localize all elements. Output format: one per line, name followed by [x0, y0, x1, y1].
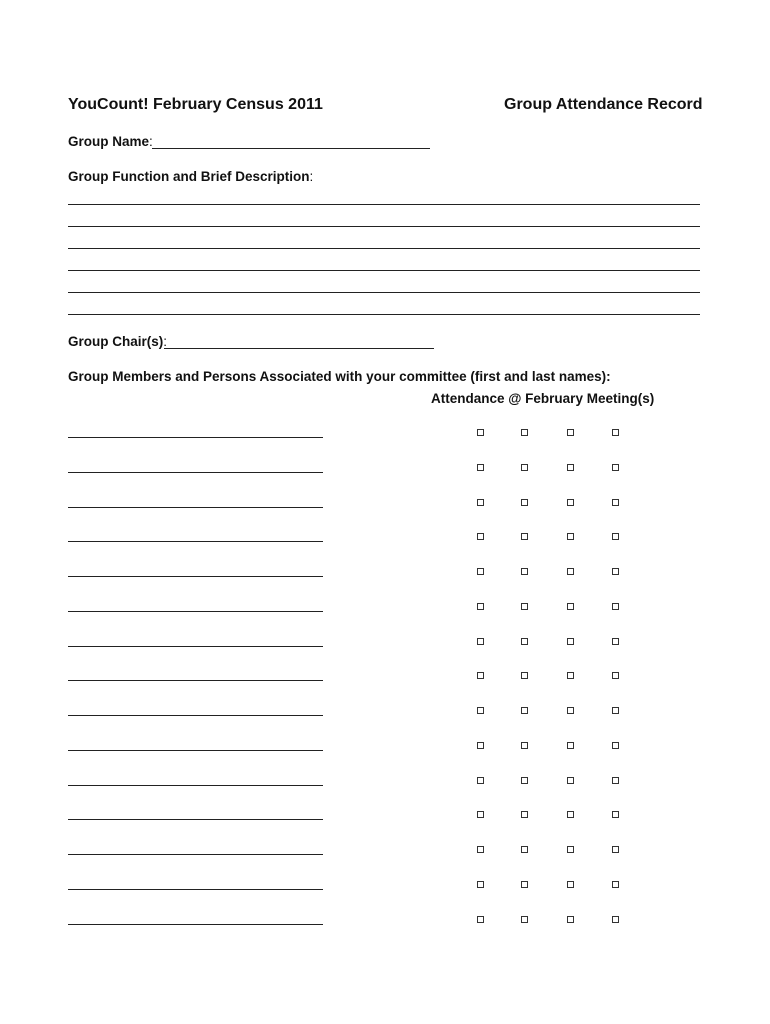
attendance-checkbox[interactable] [477, 811, 484, 818]
attendance-checkbox[interactable] [612, 638, 619, 645]
attendance-checkbox[interactable] [567, 707, 574, 714]
group-function-colon: : [309, 169, 314, 184]
attendance-checkbox[interactable] [612, 846, 619, 853]
group-name-label [68, 133, 153, 151]
members-label: Group Members and Persons Associated with your committee (first and last names): [68, 369, 611, 384]
attendance-checkbox[interactable] [567, 464, 574, 471]
attendance-checkbox[interactable] [612, 499, 619, 506]
attendance-checkbox[interactable] [612, 916, 619, 923]
member-name-line[interactable] [68, 785, 323, 786]
member-name-line[interactable] [68, 576, 323, 577]
attendance-checkbox[interactable] [567, 429, 574, 436]
description-line-2[interactable] [68, 226, 700, 227]
group-function-label-text: Group Function and Brief Description [68, 169, 310, 184]
attendance-checkbox[interactable] [567, 499, 574, 506]
attendance-checkbox[interactable] [477, 429, 484, 436]
description-line-5[interactable] [68, 292, 700, 293]
attendance-checkbox[interactable] [612, 777, 619, 784]
description-line-6[interactable] [68, 314, 700, 315]
member-name-line[interactable] [68, 472, 323, 473]
member-name-line[interactable] [68, 680, 323, 681]
attendance-checkbox[interactable] [477, 881, 484, 888]
group-name-field[interactable] [152, 148, 430, 149]
attendance-checkbox[interactable] [567, 603, 574, 610]
group-chair-field[interactable] [164, 348, 434, 349]
group-function-label [68, 168, 313, 186]
attendance-checkbox[interactable] [477, 603, 484, 610]
attendance-checkbox[interactable] [567, 568, 574, 575]
attendance-checkbox[interactable] [477, 533, 484, 540]
attendance-checkbox[interactable] [477, 777, 484, 784]
attendance-checkbox[interactable] [567, 638, 574, 645]
attendance-checkbox[interactable] [521, 568, 528, 575]
attendance-checkbox[interactable] [612, 672, 619, 679]
attendance-checkbox[interactable] [521, 672, 528, 679]
member-name-line[interactable] [68, 819, 323, 820]
group-name-colon: : [149, 134, 153, 149]
attendance-checkbox[interactable] [521, 707, 528, 714]
form-title: YouCount! February Census 2011 [68, 96, 323, 113]
attendance-checkbox[interactable] [521, 464, 528, 471]
attendance-checkbox[interactable] [477, 916, 484, 923]
form-subtitle: Group Attendance Record [504, 96, 703, 113]
attendance-checkbox[interactable] [521, 742, 528, 749]
attendance-checkbox[interactable] [477, 638, 484, 645]
member-name-line[interactable] [68, 750, 323, 751]
member-name-line[interactable] [68, 507, 323, 508]
attendance-checkbox[interactable] [612, 881, 619, 888]
attendance-checkbox[interactable] [567, 777, 574, 784]
description-line-4[interactable] [68, 270, 700, 271]
attendance-checkbox[interactable] [521, 777, 528, 784]
attendance-checkbox[interactable] [521, 916, 528, 923]
attendance-checkbox[interactable] [477, 742, 484, 749]
group-name-label-text: Group Name [68, 134, 150, 149]
attendance-checkbox[interactable] [612, 533, 619, 540]
attendance-checkbox[interactable] [567, 846, 574, 853]
attendance-checkbox[interactable] [521, 499, 528, 506]
member-name-line[interactable] [68, 646, 323, 647]
description-line-3[interactable] [68, 248, 700, 249]
group-chair-label [68, 333, 167, 351]
description-line-1[interactable] [68, 204, 700, 205]
member-name-line[interactable] [68, 924, 323, 925]
attendance-checkbox[interactable] [612, 603, 619, 610]
attendance-checkbox[interactable] [521, 811, 528, 818]
attendance-checkbox[interactable] [477, 846, 484, 853]
attendance-checkbox[interactable] [477, 707, 484, 714]
attendance-checkbox[interactable] [521, 638, 528, 645]
attendance-checkbox[interactable] [521, 846, 528, 853]
attendance-checkbox[interactable] [567, 881, 574, 888]
attendance-checkbox[interactable] [567, 672, 574, 679]
attendance-checkbox[interactable] [612, 742, 619, 749]
attendance-checkbox[interactable] [477, 464, 484, 471]
member-name-line[interactable] [68, 541, 323, 542]
attendance-checkbox[interactable] [521, 429, 528, 436]
attendance-checkbox[interactable] [567, 811, 574, 818]
attendance-checkbox[interactable] [521, 881, 528, 888]
attendance-checkbox[interactable] [612, 464, 619, 471]
member-name-line[interactable] [68, 611, 323, 612]
member-name-line[interactable] [68, 854, 323, 855]
attendance-checkbox[interactable] [477, 672, 484, 679]
member-name-line[interactable] [68, 889, 323, 890]
attendance-checkbox[interactable] [521, 603, 528, 610]
member-name-line[interactable] [68, 437, 323, 438]
attendance-checkbox[interactable] [477, 568, 484, 575]
member-name-line[interactable] [68, 715, 323, 716]
attendance-checkbox[interactable] [521, 533, 528, 540]
group-chair-label-text: Group Chair(s) [68, 334, 164, 349]
attendance-checkbox[interactable] [567, 533, 574, 540]
attendance-checkbox[interactable] [612, 707, 619, 714]
attendance-checkbox[interactable] [567, 916, 574, 923]
attendance-checkbox[interactable] [612, 429, 619, 436]
attendance-checkbox[interactable] [567, 742, 574, 749]
attendance-checkbox[interactable] [612, 568, 619, 575]
attendance-checkbox[interactable] [477, 499, 484, 506]
attendance-label: Attendance @ February Meeting(s) [431, 391, 655, 406]
group-chair-colon: : [163, 334, 168, 349]
attendance-checkbox[interactable] [612, 811, 619, 818]
